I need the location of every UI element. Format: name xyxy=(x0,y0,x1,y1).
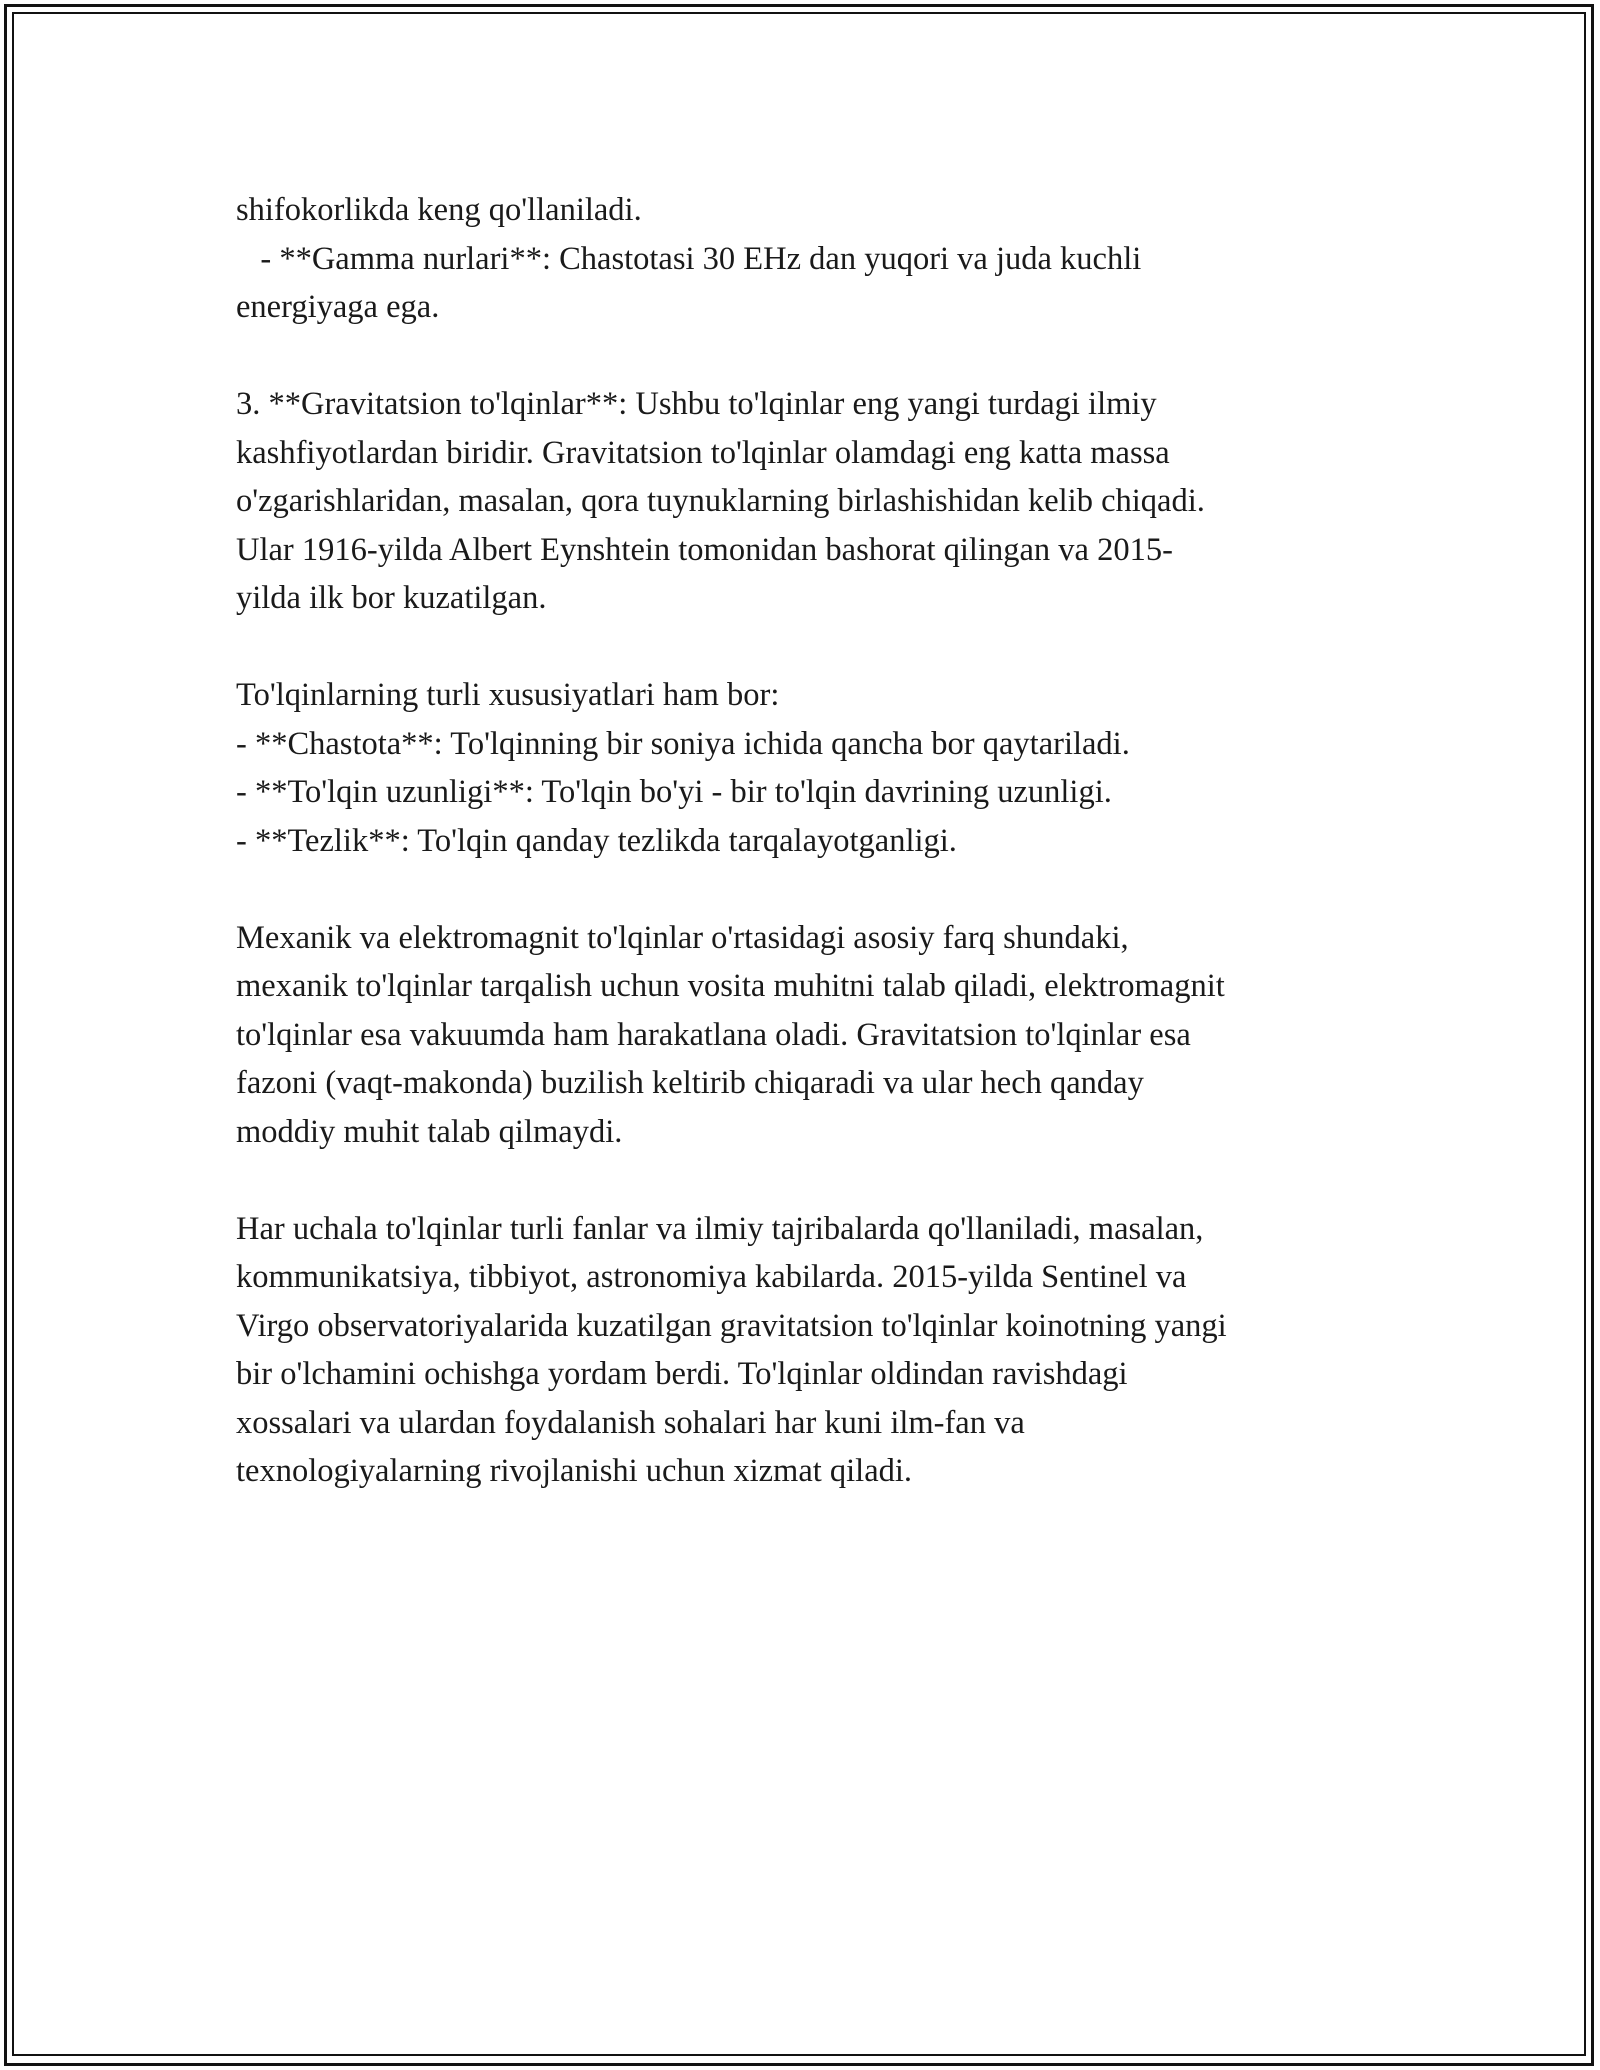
text-line: shifokorlikda keng qo'llaniladi. xyxy=(236,192,642,228)
text-line: energiyaga ega. xyxy=(236,289,440,325)
list-item: - **To'lqin uzunligi**: To'lqin bo'yi - bir to'lqin davrining uzunligi. xyxy=(236,774,1112,810)
text-line: mexanik to'lqinlar tarqalish uchun vosita muhitni talab qiladi, elektromagnit xyxy=(236,968,1225,1004)
text-line: Virgo observatoriyalarida kuzatilgan gravitatsion to'lqinlar koinotning yangi xyxy=(236,1307,1227,1344)
paragraph-wave-differences xyxy=(236,914,1366,1157)
text-line: fazoni (vaqt-makonda) buzilish keltirib chiqaradi va ular hech qanday xyxy=(236,1065,1144,1101)
text-line: texnologiyalarning rivojlanishi uchun xizmat qiladi. xyxy=(236,1453,913,1489)
text-line: yilda ilk bor kuzatilgan. xyxy=(236,580,547,616)
text-line: Har uchala to'lqinlar turli fanlar va ilmiy tajribalarda qo'llaniladi, masalan, xyxy=(236,1210,1204,1247)
paragraph-spacer xyxy=(236,623,1366,672)
text-line: o'zgarishlaridan, masalan, qora tuynuklarning birlashishidan kelib chiqadi. xyxy=(236,483,1205,519)
text-line: kashfiyotlardan biridir. Gravitatsion to'lqinlar olamdagi eng katta massa xyxy=(236,434,1170,471)
list-item: - **Chastota**: To'lqinning bir soniya ichida qancha bor qaytariladi. xyxy=(236,725,1130,762)
text-line: - **Gamma nurlari**: Chastotasi 30 EHz dan yuqori va juda kuchli xyxy=(236,240,1142,277)
paragraph-spacer xyxy=(236,332,1366,381)
paragraph-gravitational-waves xyxy=(236,380,1366,623)
paragraph-applications xyxy=(236,1205,1366,1496)
text-line: to'lqinlar esa vakuumda ham harakatlana oladi. Gravitatsion to'lqinlar esa xyxy=(236,1016,1191,1053)
text-line: kommunikatsiya, tibbiyot, astronomiya kabilarda. 2015-yilda Sentinel va xyxy=(236,1259,1187,1295)
paragraph-spacer xyxy=(236,865,1366,914)
paragraph-wave-properties xyxy=(236,671,1366,865)
list-item: - **Tezlik**: To'lqin qanday tezlikda tarqalayotganligi. xyxy=(236,822,957,859)
text-line: moddiy muhit talab qilmaydi. xyxy=(236,1113,623,1150)
text-line: 3. **Gravitatsion to'lqinlar**: Ushbu to'lqinlar eng yangi turdagi ilmiy xyxy=(236,386,1157,422)
text-line: bir o'lchamini ochishga yordam berdi. To'lqinlar oldindan ravishdagi xyxy=(236,1356,1128,1392)
paragraph-gamma-rays xyxy=(236,186,1366,332)
text-line: Mexanik va elektromagnit to'lqinlar o'rtasidagi asosiy farq shundaki, xyxy=(236,919,1129,956)
text-line: To'lqinlarning turli xususiyatlari ham bor: xyxy=(236,677,780,713)
text-line: xossalari va ulardan foydalanish sohalari har kuni ilm-fan va xyxy=(236,1404,1025,1441)
text-line: Ular 1916-yilda Albert Eynshtein tomonidan bashorat qilingan va 2015- xyxy=(236,531,1173,568)
paragraph-spacer xyxy=(236,1156,1366,1205)
document-body xyxy=(236,186,1366,1496)
